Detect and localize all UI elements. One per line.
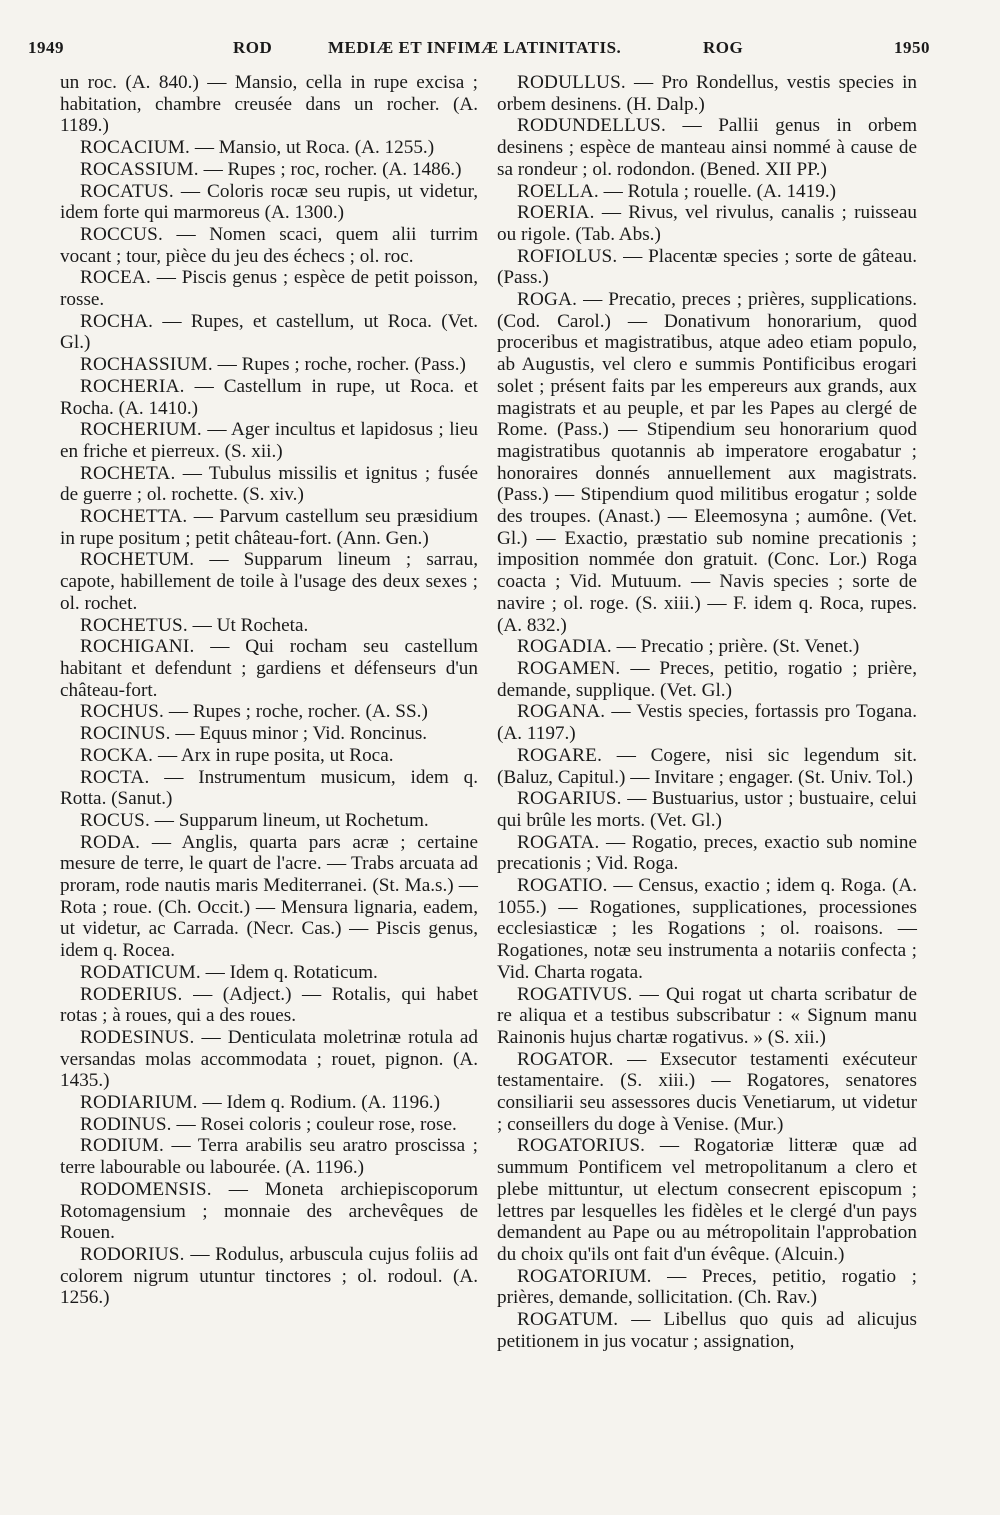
left-page-number: 1949	[28, 38, 64, 57]
entry-headword: ROERIA.	[517, 202, 595, 224]
entry-headword: ROCHUS.	[80, 701, 165, 723]
entry-headword: ROFIOLUS.	[517, 245, 618, 267]
entry-headword: RODIARIUM.	[80, 1092, 198, 1114]
entry-headword: ROGATOR.	[517, 1048, 614, 1070]
entry-headword: ROCHERIA.	[80, 375, 185, 397]
dictionary-entry	[60, 463, 478, 506]
dictionary-entry	[497, 181, 917, 203]
dictionary-entry	[497, 745, 917, 788]
dictionary-entry	[60, 267, 478, 310]
entry-definition: un roc. (A. 840.) — Mansio, cella in rupe excisa ; habitation, chambre creusée dans un rocher. (A. 1189.)	[60, 72, 478, 137]
entry-definition: — Anglis, quarta pars acræ ; certaine mesure de terre, le quart de l'acre. — Trabs arcuata ad proram, rode nautis maris Mediterranei. (St. Ma.s.) — Rota ; roue. (Ch. Occit.) — Mensura lignaria, eadem, ut videtur, ac Carrada. (Necr. Cas.) — Piscis genus, idem q. Rocea.	[60, 831, 478, 962]
entry-definition: — Rupes ; roche, rocher. (Pass.)	[212, 354, 466, 376]
entry-headword: ROGADIA.	[517, 636, 612, 658]
entry-headword: ROGANA.	[517, 701, 606, 723]
dictionary-entry	[60, 1244, 478, 1309]
entry-headword: RODIUM.	[80, 1135, 165, 1157]
entry-headword: ROCACIUM.	[80, 137, 191, 159]
entry-definition: — Rupes ; roc, rocher. (A. 1486.)	[198, 158, 462, 180]
entry-definition: — Rivus, vel rivulus, canalis ; ruisseau ou rigole. (Tab. Abs.)	[497, 202, 917, 245]
entry-headword: ROELLA.	[517, 180, 599, 202]
left-column	[60, 72, 478, 1309]
dictionary-entry	[497, 1049, 917, 1136]
entry-headword: ROCHETTA.	[80, 506, 188, 528]
dictionary-entry	[60, 1092, 478, 1114]
dictionary-entry	[60, 1179, 478, 1244]
dictionary-entry	[60, 72, 478, 137]
entry-definition: — Ut Rocheta.	[187, 614, 309, 636]
dictionary-entry	[60, 615, 478, 637]
entry-definition: — Equus minor ; Vid. Roncinus.	[170, 723, 428, 745]
right-guide-word: ROG	[703, 38, 744, 57]
dictionary-entry	[60, 723, 478, 745]
entry-headword: RODULLUS.	[517, 72, 626, 93]
dictionary-entry	[497, 701, 917, 744]
dictionary-entry	[497, 1309, 917, 1352]
dictionary-entry	[60, 1114, 478, 1136]
entry-definition: — Instrumentum musicum, idem q. Rotta. (Sanut.)	[60, 766, 478, 810]
entry-headword: ROGATORIUS.	[517, 1135, 646, 1157]
entry-definition: — Cogere, nisi sic legendum sit. (Baluz, Capitul.) — Invitare ; engager. (St. Univ. Tol.)	[497, 744, 917, 788]
entry-headword: ROCHASSIUM.	[80, 354, 213, 376]
dictionary-entry	[497, 788, 917, 831]
dictionary-entry	[60, 419, 478, 462]
dictionary-entry	[497, 875, 917, 984]
dictionary-entry	[60, 1135, 478, 1178]
entry-headword: ROCTA.	[80, 766, 150, 788]
entry-definition: — Vestis species, fortassis pro Togana. (A. 1197.)	[497, 701, 917, 745]
running-title: MEDIÆ ET INFIMÆ LATINITATIS.	[328, 38, 622, 57]
dictionary-entry	[497, 72, 917, 115]
entry-headword: ROCHA.	[80, 310, 154, 332]
entry-definition: — Pallii genus in orbem desinens ; espèce de manteau ainsi nommé à cause de sa rondeur ; ol. rodondon. (Bened. XII PP.)	[497, 115, 917, 180]
entry-headword: ROCHERIUM.	[80, 419, 202, 441]
entry-definition: — Denticulata moletrinæ rotula ad versandas molas accommodata ; rouet, pignon. (A. 1435.)	[60, 1026, 478, 1092]
dictionary-entry	[60, 962, 478, 984]
entry-headword: ROCKA.	[80, 744, 154, 766]
entry-headword: RODA.	[80, 831, 141, 853]
entry-headword: ROCUS.	[80, 809, 150, 831]
entry-definition: — Pro Rondellus, vestis species in orbem desinens. (H. Dalp.)	[497, 72, 917, 115]
dictionary-entry	[60, 984, 478, 1027]
entry-definition: — Supparum lineum, ut Rochetum.	[149, 809, 429, 831]
dictionary-entry	[497, 984, 917, 1049]
dictionary-entry	[60, 137, 478, 159]
entry-definition: — Terra arabilis seu aratro proscissa ; terre labourable ou labourée. (A. 1196.)	[60, 1135, 478, 1179]
entry-headword: ROCEA.	[80, 267, 152, 289]
dictionary-entry	[60, 506, 478, 549]
entry-definition: — Rosei coloris ; couleur rose, rose.	[171, 1113, 457, 1135]
entry-headword: RODESINUS.	[80, 1026, 195, 1048]
entry-definition: — Nomen scaci, quem alii turrim vocant ; tour, pièce du jeu des échecs ; ol. roc.	[60, 223, 478, 267]
entry-headword: ROCATUS.	[80, 180, 174, 202]
entry-definition: — Preces, petitio, rogatio ; prière, demande, supplique. (Vet. Gl.)	[497, 657, 917, 701]
entry-definition: — Parvum castellum seu præsidium in rupe positum ; petit château-fort. (Ann. Gen.)	[60, 506, 478, 549]
dictionary-entry	[60, 745, 478, 767]
entry-headword: ROGATORIUM.	[517, 1265, 652, 1287]
dictionary-entry	[497, 1135, 917, 1265]
entry-headword: ROGATIO.	[517, 875, 608, 897]
entry-headword: RODORIUS.	[80, 1243, 185, 1265]
right-column	[497, 72, 917, 1352]
entry-headword: RODOMENSIS.	[80, 1178, 212, 1200]
dictionary-entry	[60, 311, 478, 354]
entry-headword: RODERIUS.	[80, 983, 183, 1005]
entry-definition: — Libellus quo quis ad alicujus petitionem in jus vocatur ; assignation,	[497, 1309, 917, 1352]
dictionary-entry	[60, 354, 478, 376]
entry-definition: — Rogatio, preces, exactio sub nomine precationis ; Vid. Roga.	[497, 831, 917, 875]
entry-headword: ROGAMEN.	[517, 657, 621, 679]
entry-definition: — Ager incultus et lapidosus ; lieu en friche et pierreux. (S. xii.)	[60, 419, 478, 462]
entry-definition: — Qui rocham seu castellum habitant et defendunt ; gardiens et défenseurs d'un château-fort.	[60, 636, 478, 701]
entry-definition: — Supparum lineum ; sarrau, capote, habillement de toile à l'usage des deux sexes ; ol. rochet.	[60, 549, 478, 614]
entry-definition: — Moneta archiepiscoporum Rotomagensium ; monnaie des archevêques de Rouen.	[60, 1178, 478, 1244]
entry-headword: ROCHETUS.	[80, 614, 188, 636]
entry-headword: ROGATA.	[517, 831, 600, 853]
entry-definition: — Rodulus, arbuscula cujus foliis ad colorem nigrum utuntur tinctores ; ol. rodoul. (A. 1256.)	[60, 1243, 478, 1309]
entry-headword: RODUNDELLUS.	[517, 115, 666, 137]
page-header	[28, 38, 930, 68]
entry-headword: RODATICUM.	[80, 961, 201, 983]
dictionary-entry	[60, 810, 478, 832]
dictionary-entry	[60, 224, 478, 267]
dictionary-entry	[60, 701, 478, 723]
left-guide-word: ROD	[233, 38, 273, 57]
entry-definition: — Mansio, ut Roca. (A. 1255.)	[190, 137, 435, 159]
entry-definition: — Coloris rocæ seu rupis, ut videtur, idem forte qui marmoreus (A. 1300.)	[60, 180, 478, 224]
entry-definition: — Castellum in rupe, ut Roca. et Rocha. (A. 1410.)	[60, 375, 478, 419]
entry-headword: ROGARE.	[517, 744, 603, 766]
right-page-number: 1950	[894, 38, 930, 57]
entry-headword: ROGA.	[517, 289, 578, 311]
entry-definition: — Census, exactio ; idem q. Roga. (A. 1055.) — Rogationes, supplicationes, processiones ecclesiasticæ ; les Rogations ; ol. roaisons. — Rogationes, notæ seu instrumenta a notariis confecta ; Vid. Charta rogata.	[497, 875, 917, 983]
dictionary-entry	[60, 181, 478, 224]
entry-headword: ROCCUS.	[80, 223, 163, 245]
entry-headword: ROGATIVUS.	[517, 983, 633, 1005]
dictionary-entry	[60, 832, 478, 962]
dictionary-entry	[497, 246, 917, 289]
entry-headword: ROCINUS.	[80, 723, 171, 745]
entry-definition: — Tubulus missilis et ignitus ; fusée de guerre ; ol. rochette. (S. xiv.)	[60, 462, 478, 506]
dictionary-entry	[497, 832, 917, 875]
entry-definition: — Rotula ; rouelle. (A. 1419.)	[598, 180, 837, 202]
entry-headword: ROCASSIUM.	[80, 158, 199, 180]
dictionary-entry	[497, 658, 917, 701]
dictionary-entry	[497, 289, 917, 636]
dictionary-entry	[60, 549, 478, 614]
entry-headword: ROGARIUS.	[517, 788, 622, 810]
dictionary-entry	[60, 376, 478, 419]
entry-definition: — Bustuarius, ustor ; bustuaire, celui qui brûle les morts. (Vet. Gl.)	[497, 788, 917, 831]
entry-headword: ROCHETUM.	[80, 549, 195, 571]
entry-headword: ROCHIGANI.	[80, 636, 195, 658]
entry-definition: — Rupes, et castellum, ut Roca. (Vet. Gl.)	[60, 310, 478, 354]
dictionary-entry	[497, 636, 917, 658]
entry-definition: — (Adject.) — Rotalis, qui habet rotas ; à roues, qui a des roues.	[60, 983, 478, 1027]
entry-definition: — Precatio ; prière. (St. Venet.)	[611, 636, 860, 658]
entry-definition: — Idem q. Rodium. (A. 1196.)	[197, 1092, 440, 1114]
entry-definition: — Arx in rupe posita, ut Roca.	[153, 744, 394, 766]
dictionary-entry	[60, 636, 478, 701]
entry-definition: — Rogatoriæ litteræ quæ ad summum Pontificem vel metropolitanum a clero et plebe mittuntur, ut electum consecrent episcopum ; lettres par lesquelles les fidèles et le clergé d'un pays demandent au Pape ou au métropolitain l'approbation du choix qu'ils ont fait d'un évêque. (Alcuin.)	[497, 1135, 917, 1265]
entry-definition: — Preces, petitio, rogatio ; prières, demande, sollicitation. (Ch. Rav.)	[497, 1265, 917, 1309]
entry-headword: ROGATUM.	[517, 1309, 619, 1331]
entry-definition: — Qui rogat ut charta scribatur de re aliqua et a testibus subscribatur : « Signum manu Rainonis hujus chartæ rogativus. » (S. xii.)	[497, 983, 917, 1048]
entry-definition: — Piscis genus ; espèce de petit poisson, rosse.	[60, 267, 478, 311]
entry-definition: — Rupes ; roche, rocher. (A. SS.)	[164, 701, 428, 723]
dictionary-entry	[497, 1266, 917, 1309]
entry-definition: — Exsecutor testamenti exécuteur testamentaire. (S. xiii.) — Rogatores, senatores consiliarii seu assessores ducis Venetiarum, ut videtur ; conseillers du doge à Venise. (Mur.)	[497, 1048, 917, 1135]
dictionary-entry	[497, 115, 917, 180]
entry-definition: — Placentæ species ; sorte de gâteau. (Pass.)	[497, 245, 917, 289]
dictionary-entry	[497, 202, 917, 245]
dictionary-entry	[60, 767, 478, 810]
entry-definition: — Precatio, preces ; prières, supplications. (Cod. Carol.) — Donativum honorarium, quod proceribus et magistratibus, atque adeo etiam populo, ab Augustis, vel clero e summis Pontificibus erogari solet ; présent faits par les empereurs aux grands, aux magistrats et au peuple, et par les Papes au clergé de Rome. (Pass.) — Stipendium seu honorarium quod magistratibus quotannis ab imperatore erogabatur ; honoraires donnés annuellement aux magistrats. (Pass.) — Stipendium quod militibus erogatur ; solde des troupes. (Anast.) — Eleemosyna ; aumône. (Vet. Gl.) — Exactio, præstatio sub nomine precationis ; imposition nommée don gratuit. (Conc. Lor.) Roga coacta ; Vid. Mutuum. — Navis species ; sorte de navire ; ol. roge. (S. xiii.) — F. idem q. Roca, rupes. (A. 832.)	[497, 289, 917, 636]
entry-headword: ROCHETA.	[80, 462, 176, 484]
dictionary-entry	[60, 159, 478, 181]
entry-headword: RODINUS.	[80, 1113, 172, 1135]
entry-definition: — Idem q. Rotaticum.	[200, 961, 378, 983]
dictionary-entry	[60, 1027, 478, 1092]
